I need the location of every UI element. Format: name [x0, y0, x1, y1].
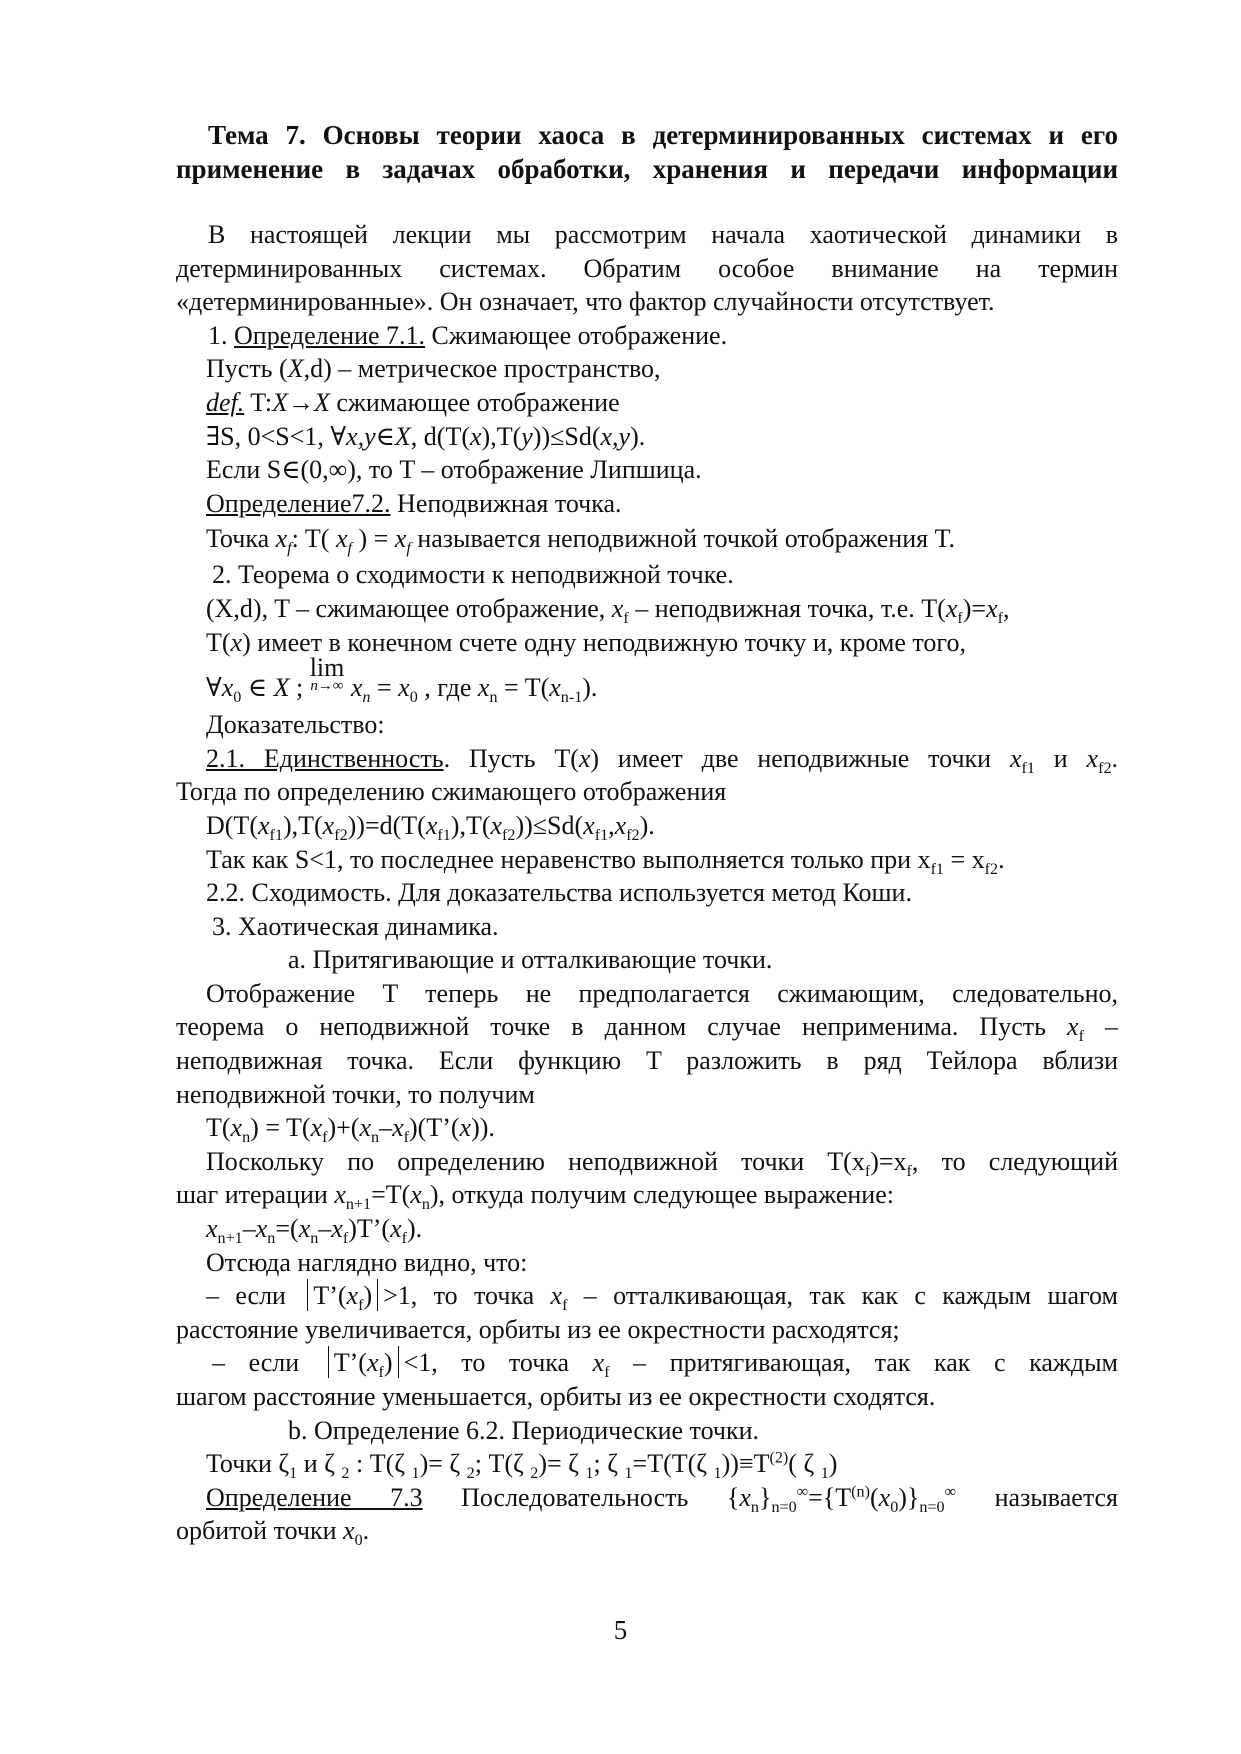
math-var: x: [257, 810, 270, 840]
math-sub: f: [562, 1297, 568, 1315]
text-run: )= ζ: [538, 1449, 586, 1479]
title-line-2: применение в задачах обработки, хранения и передачи информации: [176, 154, 1118, 184]
text-run: (: [869, 1482, 879, 1512]
lecture-title: [176, 118, 1118, 186]
math-sub: f: [997, 610, 1003, 628]
math-var: x: [583, 810, 595, 840]
math-sub: f: [322, 1129, 328, 1147]
abs-bar-right: [398, 1346, 399, 1378]
math-var: x: [206, 1214, 218, 1244]
text-run: ; ζ: [593, 1449, 625, 1479]
uniqueness-line: [176, 742, 1118, 776]
text-run: ))≡T: [721, 1449, 770, 1479]
math-var: x: [1009, 743, 1022, 773]
math-sub: n: [750, 1498, 759, 1516]
math-sub: f: [403, 1129, 409, 1147]
math-var: x: [469, 421, 482, 451]
text-run: ),T(: [481, 421, 522, 451]
math-var: x: [578, 743, 591, 773]
theorem-heading: 2. Теорема о сходимости к неподвижной точке.: [212, 560, 734, 590]
text-run: – отталкивающая, так как с каждым шагом: [567, 1281, 1118, 1311]
math-var: x: [550, 1281, 563, 1311]
math-var: X: [273, 673, 290, 703]
math-var: x: [322, 810, 335, 840]
def-label: def.: [206, 387, 245, 417]
math-sub: f: [957, 610, 963, 628]
math-var: x: [221, 673, 234, 703]
page-number: 5: [613, 1615, 628, 1645]
text-run: сжимающее отображение: [329, 387, 620, 417]
text-run: <1, то точка: [403, 1348, 593, 1378]
contraction-def-line: [176, 386, 1118, 420]
definition-label: Определение 7.3: [206, 1482, 423, 1512]
math-sup: ∞: [796, 1483, 809, 1501]
chaos-heading: 3. Хаотическая динамика.: [212, 911, 499, 941]
text-run: ) = T(: [250, 1113, 311, 1143]
math-sub: n: [310, 1230, 319, 1248]
chaos-paragraph-line-3: неподвижная точка. Если функцию T разложить в ряд Тейлора вблизи: [176, 1046, 1118, 1076]
text-run: Так как S<1, то последнее неравенство выполняется только при x: [206, 844, 931, 874]
math-var: X: [272, 387, 288, 417]
chaos-paragraph-line-1: Отображение T теперь не предполагается сжимающим, следовательно,: [206, 978, 1118, 1008]
math-sub: f: [347, 540, 352, 558]
text-run: : T(ζ: [349, 1449, 412, 1479]
math-sub: f: [342, 1230, 349, 1248]
math-sup: (n): [851, 1483, 870, 1501]
text-run: ,: [608, 810, 615, 840]
fixed-point-formula-line: [176, 520, 1118, 558]
math-sub: n=0: [771, 1498, 797, 1516]
math-var: x: [490, 810, 503, 840]
math-var: x: [255, 1214, 268, 1244]
lim-subscript: n→∞: [310, 678, 344, 695]
math-sub: 2: [341, 1465, 350, 1483]
attracting-line-1: [176, 1346, 1118, 1380]
text-run: Точка: [206, 524, 276, 554]
theorem-limit-line: [176, 653, 1118, 708]
math-sub: f: [864, 1163, 871, 1181]
intro-line-2: детерминированных системах. Обратим особое внимание на термин: [176, 253, 1118, 283]
text-run: ))=d(T(: [347, 810, 426, 840]
subsection-a-heading: a. Притягивающие и отталкивающие точки.: [288, 945, 773, 975]
math-sub: f1: [1021, 759, 1035, 777]
math-sub: f: [358, 1297, 364, 1315]
iteration-line-2: [176, 1178, 1118, 1212]
text-run: – притягивающая, так как с каждым: [609, 1348, 1118, 1378]
definition-7-3-line-2: [176, 1514, 1118, 1548]
math-var: x: [986, 593, 998, 623]
math-sub: 1: [624, 1465, 633, 1483]
text-run: ): [383, 1348, 393, 1378]
text-run: –: [1083, 1012, 1118, 1042]
math-var: x: [1086, 743, 1099, 773]
math-sub: 1: [820, 1465, 829, 1483]
math-var: x: [335, 524, 348, 554]
math-var: x: [614, 810, 627, 840]
text-run: ) имеет в конечном счете одну неподвижную точку и, кроме того,: [242, 627, 966, 657]
math-sup: (2): [769, 1449, 789, 1467]
limit-operator: [309, 653, 345, 695]
text-run: ; T(ζ: [474, 1449, 531, 1479]
math-var: x: [230, 627, 243, 657]
text-run: =: [370, 673, 399, 703]
math-sub: 1: [713, 1465, 722, 1483]
math-var: X: [394, 421, 411, 451]
attracting-line-2: шагом расстояние уменьшается, орбиты из ее окрестности сходятся.: [176, 1382, 936, 1411]
text-run: называется: [956, 1482, 1118, 1512]
lipschitz-line: Если S∈(0,∞), то T – отображение Липшица.: [206, 455, 702, 485]
math-var: x: [477, 673, 490, 703]
text-run: ).: [639, 810, 655, 840]
periodic-points-line: [176, 1447, 1118, 1481]
math-sub: f: [623, 610, 629, 628]
text-run: теорема о неподвижной точке в данном случае неприменима. Пусть: [176, 1012, 1068, 1042]
proof-heading: Доказательство:: [206, 710, 385, 740]
math-sub: n+1: [345, 1196, 372, 1214]
math-sub: 0: [354, 1532, 363, 1550]
repelling-line-1: [176, 1279, 1118, 1313]
math-var: x: [343, 1516, 355, 1546]
math-var: X: [287, 354, 304, 384]
definition-title: Сжимающее отображение.: [425, 320, 728, 350]
math-var: x: [425, 810, 438, 840]
math-sub: f2: [626, 827, 640, 845]
math-sub: f1: [437, 827, 451, 845]
text-run: .: [1111, 743, 1118, 773]
intro-line-1: В настоящей лекции мы рассмотрим начала хаотической динамики в: [208, 220, 1118, 249]
text-run: ).: [407, 1214, 423, 1244]
text-run: ): [363, 1281, 373, 1311]
math-sub: f1: [269, 827, 283, 845]
math-sup: ∞: [944, 1483, 957, 1501]
text-run: )T’(: [348, 1214, 391, 1244]
obviously-line: Отсюда наглядно видно, что:: [206, 1247, 528, 1277]
text-run: ,: [1002, 593, 1010, 623]
intro-line-3: «детерминированные». Он означает, что фактор случайности отсутствует.: [176, 287, 995, 317]
text-run: : T(: [291, 524, 330, 554]
text-run: =T(T(ζ: [632, 1449, 714, 1479]
text-run: T(: [206, 1113, 231, 1143]
math-sub: n: [371, 1129, 380, 1147]
text-run: =(: [275, 1214, 299, 1244]
text-run: и ζ: [297, 1449, 342, 1479]
definition-7-2-heading: [176, 487, 1118, 521]
math-sub: 0: [890, 1498, 899, 1516]
math-var: x: [346, 1281, 359, 1311]
text-run: .: [362, 1516, 370, 1546]
text-run: T’(: [313, 1281, 347, 1311]
text-run: ,d) – метрическое пространство,: [303, 354, 661, 384]
text-run: ∀: [206, 673, 222, 703]
math-sub: n: [242, 1129, 251, 1147]
math-sub: f: [401, 1230, 407, 1248]
text-run: ))≤Sd(: [515, 810, 584, 840]
math-sub: f1: [930, 860, 944, 878]
text-run: ).: [630, 421, 646, 451]
metric-space-line: [176, 352, 1118, 386]
text-run: , где: [417, 673, 478, 703]
math-var: x: [350, 673, 363, 703]
math-var: x: [390, 1214, 402, 1244]
text-run: называется неподвижной точкой отображения T.: [410, 524, 956, 554]
math-var: x: [392, 1113, 404, 1143]
proof-conclusion-line: [176, 843, 1118, 877]
definition-title: Неподвижная точка.: [390, 488, 622, 518]
text-run: шаг итерации: [176, 1180, 335, 1210]
math-var: x: [298, 1214, 311, 1244]
text-run: >1, то точка: [383, 1281, 551, 1311]
math-sub: f: [604, 1364, 610, 1382]
math-sub: f: [906, 1163, 912, 1181]
math-sub: n+1: [217, 1230, 243, 1248]
proof-inequality-line: [176, 809, 1118, 843]
convergence-line: 2.2. Сходимость. Для доказательства используется метод Коши.: [206, 878, 912, 908]
text-run: ).: [582, 673, 598, 703]
text-run: ) =: [358, 524, 395, 554]
text-run: – если: [206, 1281, 303, 1311]
math-sub: 0: [409, 689, 418, 707]
text-run: (X,d), T – сжимающее отображение,: [206, 593, 612, 623]
chaos-paragraph-line-4: неподвижной точки, то получим: [176, 1079, 535, 1109]
repelling-line-2: расстояние увеличивается, орбиты из ее окрестности расходятся;: [176, 1314, 900, 1344]
text-run: )).: [471, 1113, 495, 1143]
section-label: 2.1. Единственность: [206, 743, 444, 773]
math-var: x: [275, 524, 288, 554]
text-run: )(T’(: [409, 1113, 460, 1143]
text-run: Пусть (: [206, 354, 288, 384]
text-run: ): [828, 1449, 838, 1479]
math-var: x,y: [346, 421, 376, 451]
text-run: . Пусть T(: [443, 743, 579, 773]
text-run: –: [379, 1113, 393, 1143]
math-var: x,y: [600, 421, 631, 451]
iteration-line-1: [176, 1145, 1118, 1179]
abs-bar-right: [377, 1279, 378, 1311]
math-var: x: [592, 1348, 605, 1378]
proof-line-2: Тогда по определению сжимающего отображения: [176, 777, 727, 807]
math-sub: f2: [1098, 759, 1112, 777]
math-var: x: [394, 524, 407, 554]
text-run: Последовательность {: [422, 1482, 740, 1512]
title-line-1: Тема 7. Основы теории хаоса в детерминированных системах и его: [208, 120, 1118, 150]
text-run: ( ζ: [788, 1449, 821, 1479]
math-sub: 1: [289, 1465, 298, 1483]
math-sub: 2: [466, 1465, 475, 1483]
text-run: Поскольку по определению неподвижной точки T(x: [206, 1146, 865, 1176]
text-run: – если: [212, 1348, 323, 1378]
text-run: D(T(: [206, 810, 258, 840]
text-run: )= ζ: [419, 1449, 467, 1479]
math-sub: f2: [502, 827, 516, 845]
math-sub: f2: [334, 827, 348, 845]
math-var: x: [739, 1482, 751, 1512]
text-run: )=: [962, 593, 987, 623]
text-run: =T(: [371, 1180, 411, 1210]
theorem-line-1: [176, 592, 1118, 626]
list-number: 1.: [208, 320, 228, 350]
math-var: x: [945, 593, 958, 623]
definition-7-1-heading: [176, 319, 1118, 353]
math-sub: 0: [233, 689, 242, 707]
math-sub: n: [362, 689, 371, 707]
math-var: x: [359, 1113, 372, 1143]
arrow-symbol: →: [288, 387, 314, 417]
iteration-formula-line: [176, 1212, 1118, 1246]
text-run: T’(: [333, 1348, 367, 1378]
math-sub: f: [1078, 1028, 1084, 1046]
math-var: x: [459, 1113, 472, 1143]
text-run: ={T: [808, 1482, 852, 1512]
math-var: x: [230, 1113, 243, 1143]
contraction-condition-line: [176, 420, 1118, 454]
math-sub: n: [489, 689, 498, 707]
text-run: = x: [943, 844, 985, 874]
math-var: x: [878, 1482, 891, 1512]
math-var: x: [1067, 1012, 1079, 1042]
math-var: y: [521, 421, 533, 451]
math-sub: 1: [411, 1465, 420, 1483]
chaos-paragraph-line-2: [176, 1010, 1118, 1044]
definition-label: Определение 7.1.: [234, 320, 426, 350]
subsection-b-heading: b. Определение 6.2. Периодические точки.: [288, 1415, 760, 1445]
math-sub: f: [378, 1364, 384, 1382]
math-var: x: [366, 1348, 379, 1378]
definition-label: Определение7.2.: [206, 488, 391, 518]
text-run: )}: [898, 1482, 920, 1512]
abs-bar-left: [328, 1346, 329, 1378]
math-sub: f2: [984, 860, 999, 878]
text-run: ∈: [375, 421, 395, 451]
text-run: ) имеет две неподвижные точки: [590, 743, 1010, 773]
text-run: ),T(: [282, 810, 323, 840]
math-sub: n: [267, 1230, 276, 1248]
text-run: ;: [289, 673, 310, 703]
math-sub: n: [421, 1196, 430, 1214]
math-sub: 1: [585, 1465, 594, 1483]
lecture-body: [176, 218, 1118, 1548]
math-sub: f1: [594, 827, 609, 845]
text-run: , d(T(: [410, 421, 470, 451]
math-sub: 2: [530, 1465, 539, 1483]
text-run: T:: [244, 387, 273, 417]
text-run: T(: [206, 627, 231, 657]
definition-7-3-line-1: [176, 1481, 1118, 1515]
math-var: x: [334, 1180, 346, 1210]
math-sub: n=0: [919, 1498, 945, 1516]
lim-word: lim: [309, 653, 345, 683]
text-run: –: [242, 1214, 256, 1244]
math-sub: f: [406, 540, 411, 558]
math-var: x: [310, 1113, 323, 1143]
math-var: x: [410, 1180, 422, 1210]
taylor-formula-line: [176, 1111, 1118, 1145]
text-run: )+(: [327, 1113, 360, 1143]
text-run: ∃S, 0<S<1, ∀: [206, 421, 347, 451]
text-run: –: [318, 1214, 332, 1244]
text-run: орбитой точки: [176, 1516, 344, 1546]
math-var: X: [314, 387, 330, 417]
math-var: x: [398, 673, 410, 703]
math-var: x: [611, 593, 624, 623]
text-run: .: [998, 844, 1005, 874]
text-run: }: [758, 1482, 772, 1512]
text-run: ),T(: [450, 810, 491, 840]
text-run: )=x: [870, 1146, 907, 1176]
math-var: x: [331, 1214, 343, 1244]
text-run: Точки ζ: [206, 1449, 290, 1479]
text-run: , то следующий: [911, 1146, 1118, 1176]
abs-bar-left: [307, 1279, 308, 1311]
math-sub: f: [287, 540, 292, 558]
text-run: ))≤Sd(: [532, 421, 601, 451]
math-var: x: [549, 673, 561, 703]
text-run: и: [1034, 743, 1087, 773]
text-run: ), откуда получим следующее выражение:: [429, 1180, 894, 1210]
math-sub: n-1: [560, 689, 583, 707]
text-run: – неподвижная точка, т.е. T(: [628, 593, 946, 623]
text-run: ∈: [241, 673, 274, 703]
text-run: = T(: [497, 673, 550, 703]
